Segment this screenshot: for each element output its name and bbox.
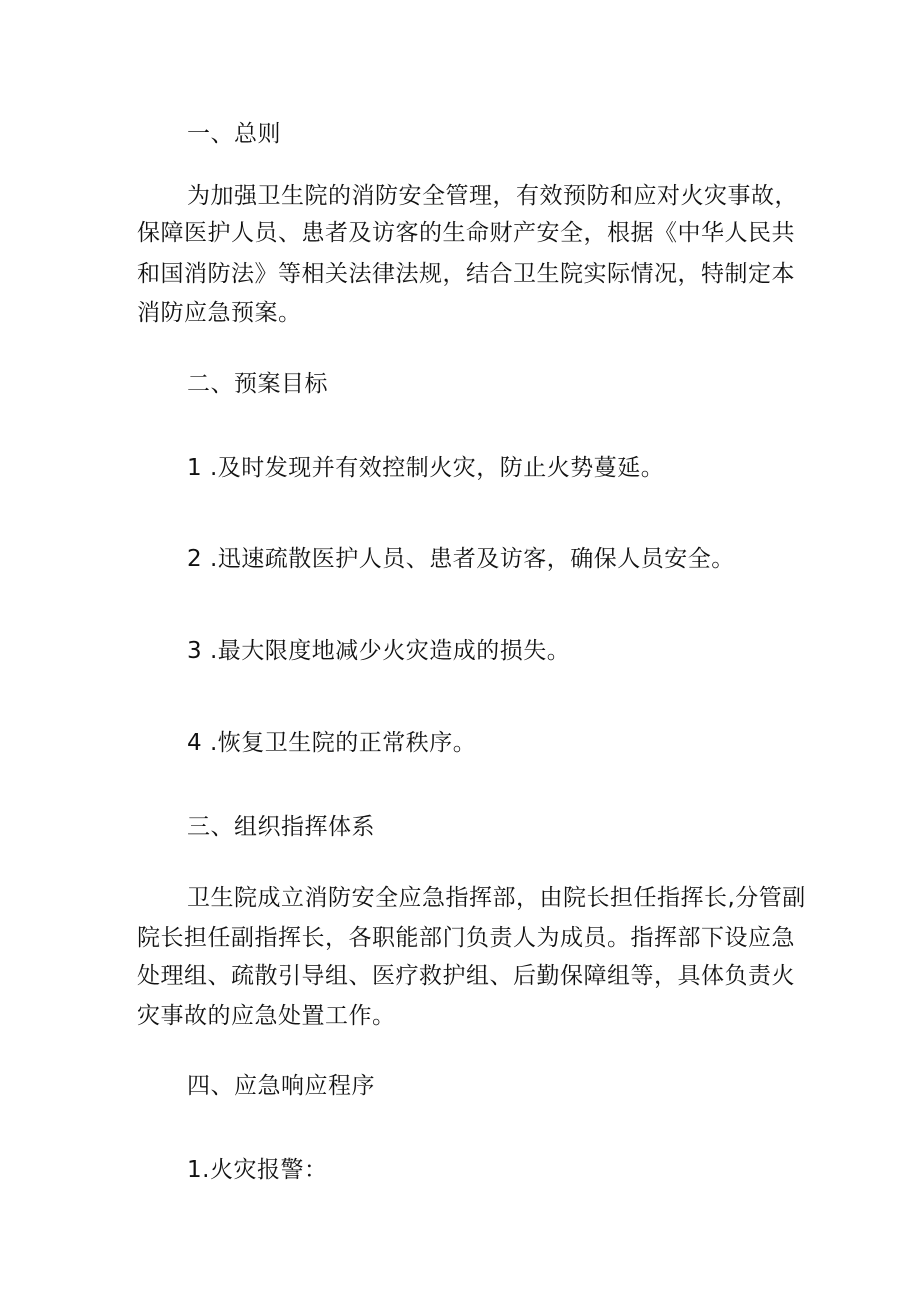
list-item: 2 .迅速疏散医护人员、患者及访客，确保人员安全。 <box>187 546 735 572</box>
paragraph-line: 保障医护人员、患者及访客的生命财产安全，根据《中华人民共 <box>137 220 795 246</box>
section-heading-goals: 二、预案目标 <box>187 371 328 397</box>
list-item: 4 .恢复卫生院的正常秩序。 <box>187 730 477 756</box>
list-item: 1 .及时发现并有效控制火灾，防止火势蔓延。 <box>187 455 665 481</box>
paragraph-line: 消防应急预案。 <box>137 300 302 326</box>
section-heading-response: 四、应急响应程序 <box>187 1073 375 1099</box>
section-heading-general: 一、总则 <box>187 121 281 147</box>
paragraph-line: 为加强卫生院的消防安全管理，有效预防和应对火灾事故， <box>187 183 798 209</box>
section-heading-command: 三、组织指挥体系 <box>187 814 375 840</box>
list-item: 1.火灾报警： <box>187 1157 328 1183</box>
paragraph-line: 和国消防法》等相关法律法规，结合卫生院实际情况，特制定本 <box>137 261 795 287</box>
paragraph-line: 灾事故的应急处置工作。 <box>137 1003 396 1029</box>
paragraph-line: 院长担任副指挥长，各职能部门负责人为成员。指挥部下设应急 <box>137 925 795 951</box>
paragraph-line: 卫生院成立消防安全应急指挥部，由院长担任指挥长,分管副 <box>187 885 806 911</box>
list-item: 3 .最大限度地减少火灾造成的损失。 <box>187 638 571 664</box>
paragraph-line: 处理组、疏散引导组、医疗救护组、后勤保障组等，具体负责火 <box>137 963 795 989</box>
